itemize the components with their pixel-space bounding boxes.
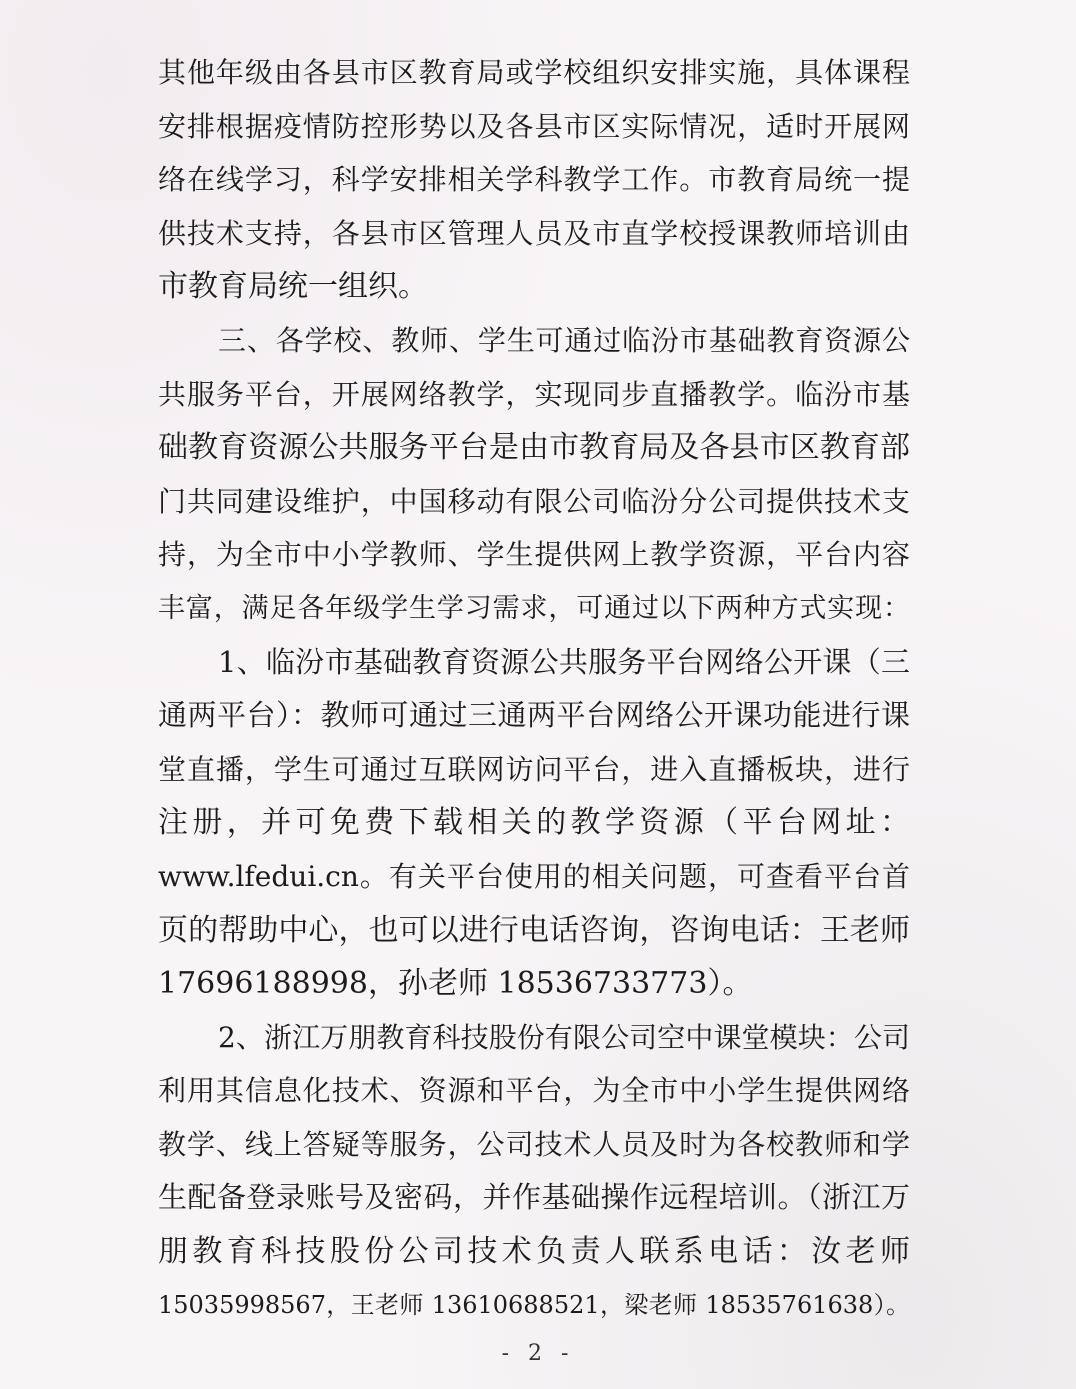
text-line: 朋教育科技股份公司技术负责人联系电话：汝老师 (158, 1234, 910, 1270)
platform-url-line: www.lfedui.cn。有关平台使用的相关问题，可查看平台首 (158, 859, 910, 893)
text-line: 其他年级由各县市区教育局或学校组织安排实施，具体课程 (158, 56, 910, 89)
text-line: 络在线学习，科学安排相关学科教学工作。市教育局统一提 (158, 163, 910, 197)
text-line: 供技术支持，各县市区管理人员及市直学校授课教师培训由 (158, 216, 910, 250)
text-line: 通两平台）：教师可通过三通两平台网络公开课功能进行课 (158, 698, 910, 733)
text-line: 页的帮助中心，也可以进行电话咨询，咨询电话：王老师 (158, 912, 910, 948)
contact-phone-line: 15035998567，王老师 13610688521，梁老师 18535761638）。 (158, 1290, 910, 1319)
text-line: 础教育资源公共服务平台是由市教育局及各县市区教育部 (158, 430, 910, 466)
item-2-line: 2、浙江万朋教育科技股份有限公司空中课堂模块：公司 (218, 1020, 910, 1054)
contact-phone-line: 17696188998，孙老师 18536733773）。 (158, 966, 753, 1002)
text-line: 安排根据疫情防控形势以及各县市区实际情况，适时开展网 (158, 109, 910, 143)
text-line: 丰富，满足各年级学生学习需求，可通过以下两种方式实现： (158, 592, 910, 624)
text-line: 生配备登录账号及密码，并作基础操作远程培训。（浙江万 (158, 1180, 910, 1215)
text-line: 门共同建设维护，中国移动有限公司临汾分公司提供技术支 (158, 484, 910, 518)
document-body (158, 46, 910, 1332)
text-line: 共服务平台，开展网络教学，实现同步直播教学。临汾市基 (158, 377, 910, 411)
item-1-line: 1、临汾市基础教育资源公共服务平台网络公开课（三 (218, 644, 910, 679)
section-3-heading-line: 三、各学校、教师、学生可通过临汾市基础教育资源公 (218, 323, 910, 357)
text-line: 教学、线上答疑等服务，公司技术人员及时为各校教师和学 (158, 1127, 910, 1161)
text-line: 利用其信息化技术、资源和平台，为全市中小学生提供网络 (158, 1074, 910, 1108)
text-line: 市教育局统一组织。 (158, 269, 428, 305)
text-line: 注册，并可免费下载相关的教学资源（平台网址： (158, 805, 910, 841)
text-line: 持，为全市中小学教师、学生提供网上教学资源，平台内容 (158, 538, 910, 572)
text-line: 堂直播，学生可通过互联网访问平台，进入直播板块，进行 (158, 752, 910, 786)
page-number: - 2 - (501, 1341, 575, 1366)
